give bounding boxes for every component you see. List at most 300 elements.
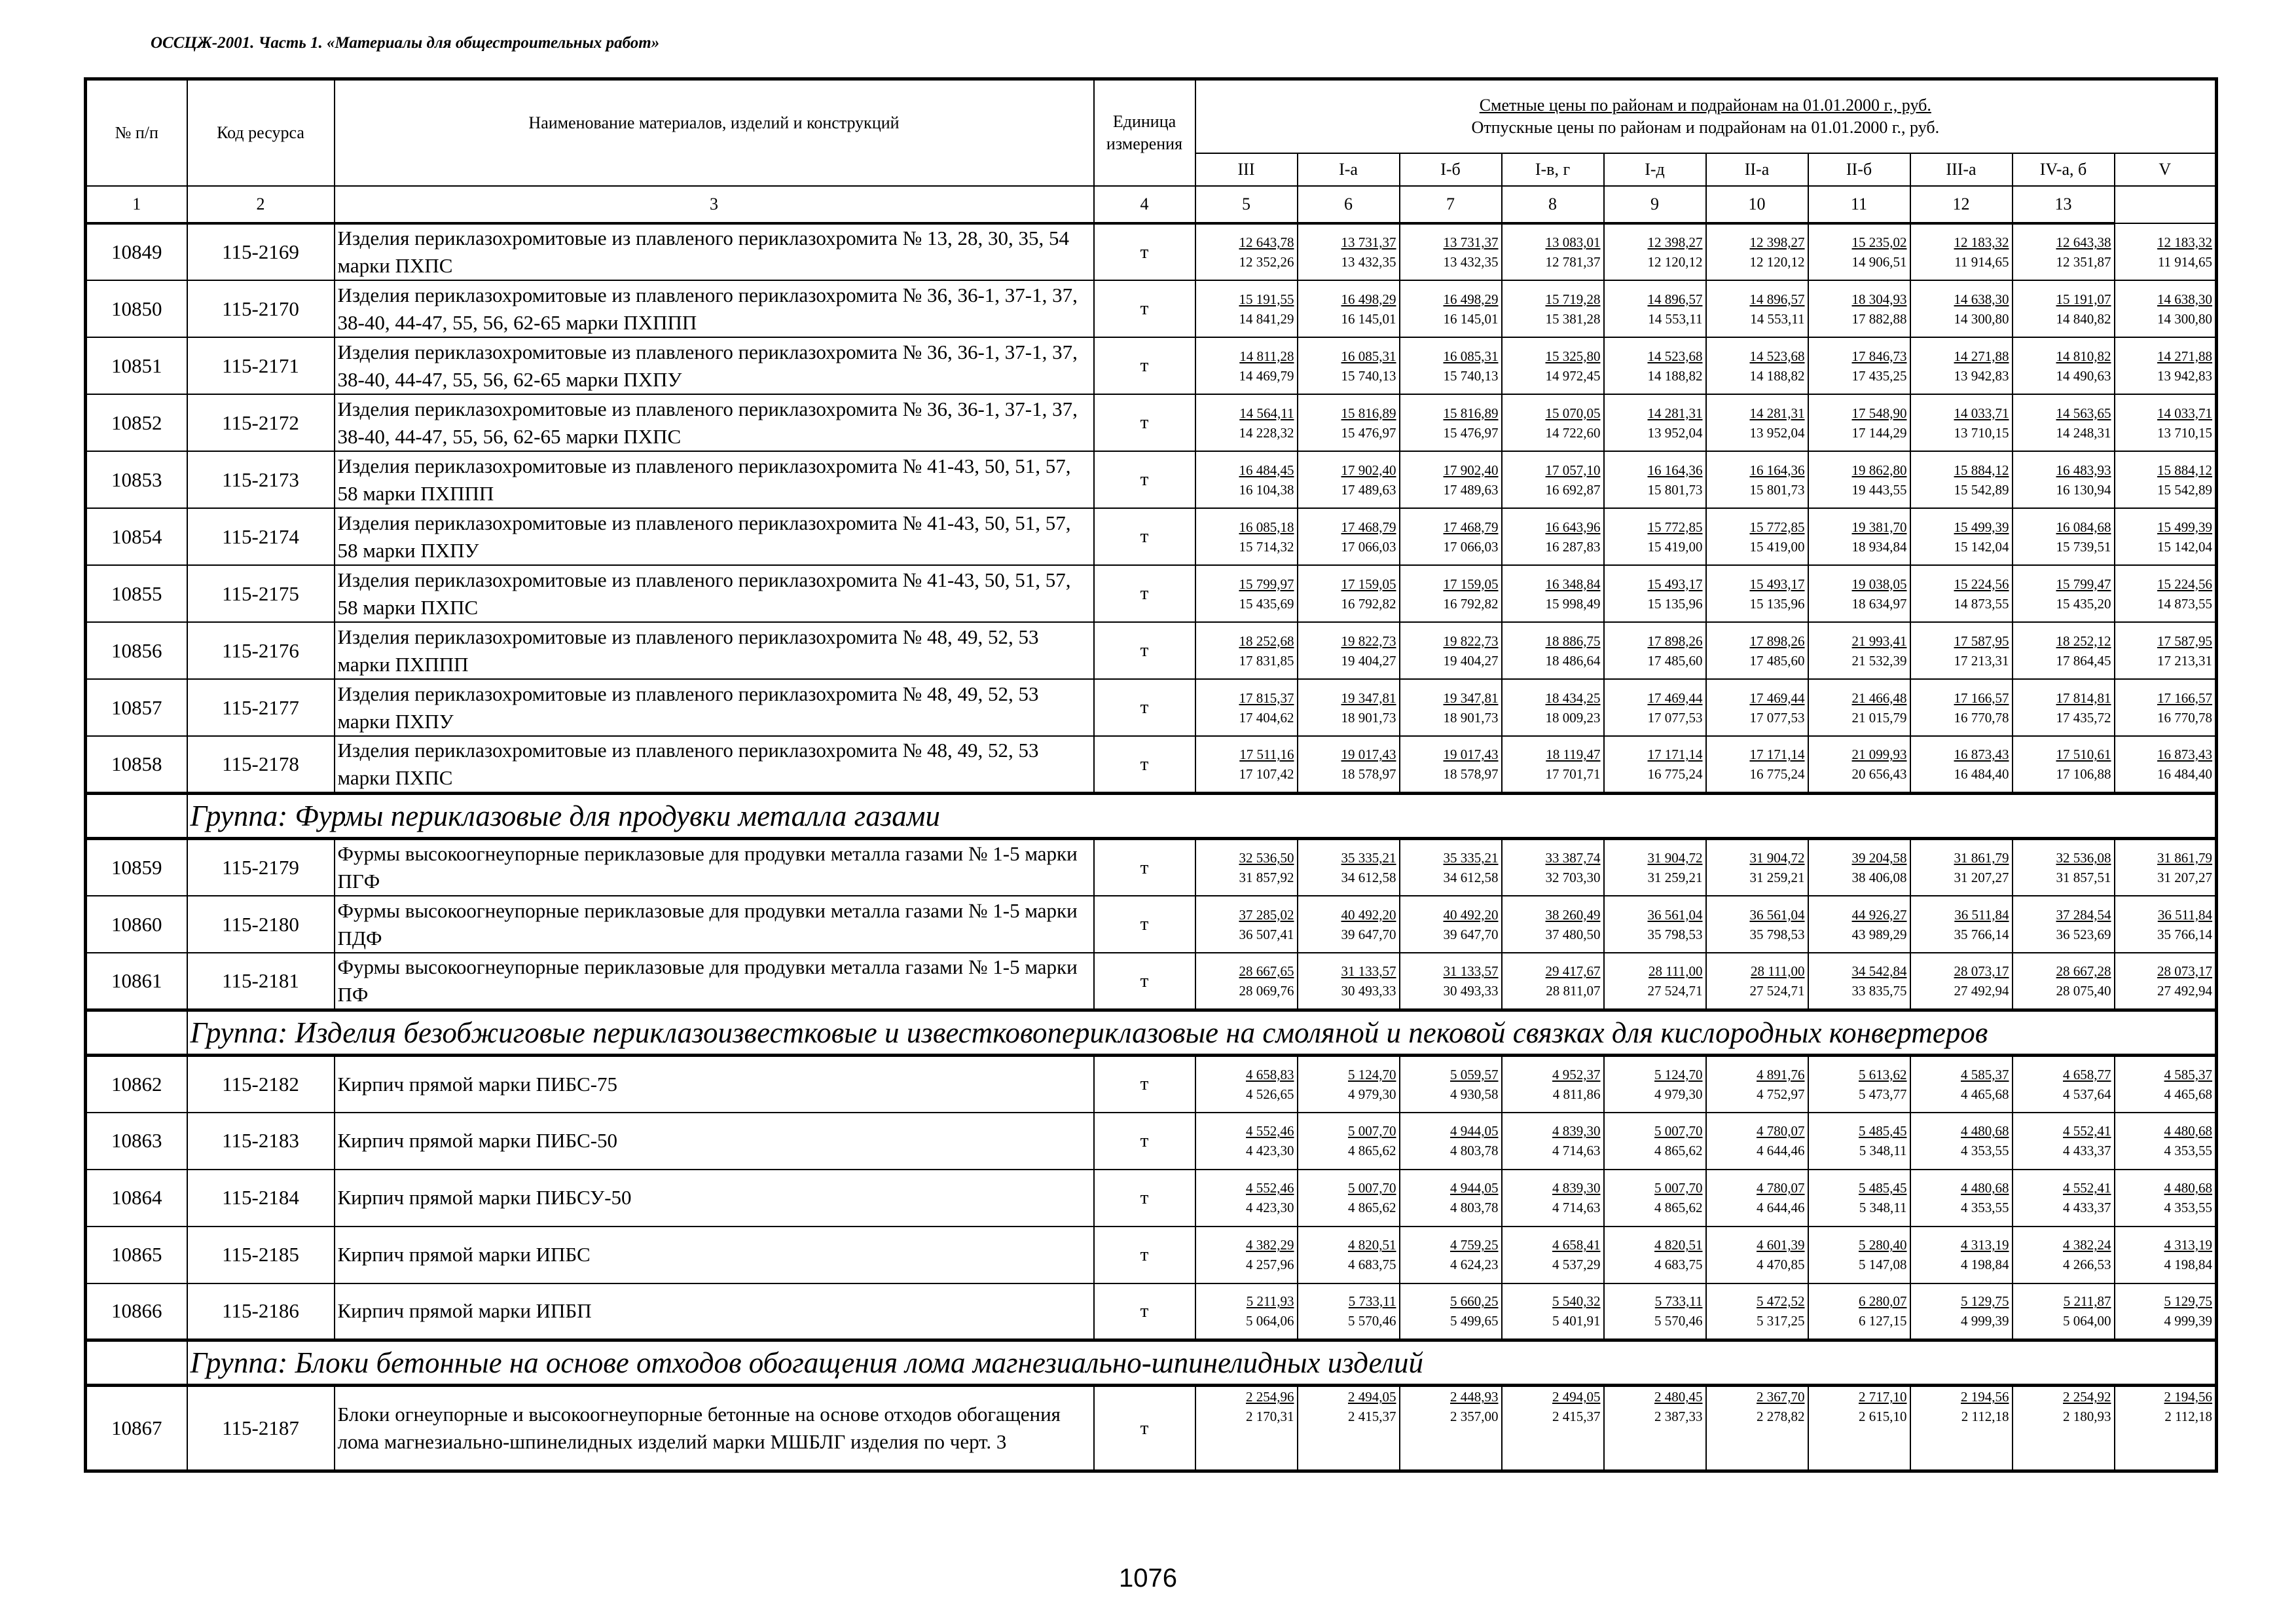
release-price: 17 066,03	[1341, 538, 1396, 555]
resource-code: 115-2179	[187, 839, 335, 896]
price-cell	[1706, 1227, 1808, 1283]
resource-code: 115-2176	[187, 622, 335, 679]
estimate-price: 19 017,43	[1341, 747, 1396, 762]
price-cell	[1808, 622, 1910, 679]
release-price: 14 248,31	[2056, 424, 2111, 441]
estimate-price: 31 861,79	[1954, 850, 2009, 866]
estimate-price: 15 884,12	[2157, 462, 2213, 478]
estimate-price: 17 898,26	[1749, 633, 1805, 649]
release-price: 15 998,49	[1545, 595, 1601, 612]
release-price: 17 106,88	[2056, 766, 2111, 782]
release-price: 21 532,39	[1851, 652, 1907, 669]
release-price: 16 792,82	[1341, 595, 1396, 612]
release-price: 37 480,50	[1545, 926, 1601, 942]
material-name: Фурмы высокоогнеупорные периклазовые для продувки металла газами № 1-5 марки ПФ	[335, 953, 1094, 1010]
region-header: I-б	[1400, 153, 1502, 186]
price-cell	[1195, 622, 1298, 679]
unit-cell: т	[1094, 1386, 1195, 1471]
release-price: 13 710,15	[1954, 424, 2009, 441]
price-cell	[1195, 1386, 1298, 1471]
row-number: 10850	[86, 280, 187, 337]
price-cell	[1298, 736, 1400, 794]
table-row	[86, 394, 2217, 451]
row-number: 10853	[86, 451, 187, 508]
release-price: 15 435,20	[2056, 595, 2111, 612]
price-cell	[1298, 1113, 1400, 1170]
estimate-price: 14 811,28	[1239, 348, 1294, 364]
header-row	[86, 79, 2217, 154]
price-cell	[1910, 337, 2013, 394]
price-cell	[1400, 337, 1502, 394]
estimate-price: 36 561,04	[1647, 906, 1703, 923]
release-price: 4 644,46	[1757, 1200, 1805, 1215]
release-price: 31 259,21	[1749, 870, 1805, 885]
estimate-price: 14 564,11	[1239, 405, 1294, 421]
price-cell	[2115, 1283, 2217, 1340]
unit-cell: т	[1094, 622, 1195, 679]
release-price: 35 798,53	[1647, 926, 1703, 942]
price-cell	[2013, 280, 2115, 337]
price-cell	[1400, 679, 1502, 736]
estimate-price: 4 382,24	[2063, 1237, 2111, 1253]
price-cell	[1195, 1170, 1298, 1227]
resource-code: 115-2187	[187, 1386, 335, 1471]
price-cell	[1604, 736, 1706, 794]
price-cell	[1910, 451, 2013, 508]
column-number-row	[86, 186, 2217, 223]
resource-code: 115-2173	[187, 451, 335, 508]
release-price: 15 739,51	[2056, 538, 2111, 555]
release-price: 17 485,60	[1647, 652, 1703, 669]
price-cell	[2115, 337, 2217, 394]
price-cell	[2115, 953, 2217, 1010]
estimate-price: 19 862,80	[1851, 462, 1907, 478]
col-header-name: Наименование материалов, изделий и конструкций	[335, 79, 1094, 187]
release-price: 5 064,00	[2063, 1313, 2111, 1329]
price-cell	[1400, 622, 1502, 679]
release-price: 2 387,33	[1654, 1409, 1703, 1424]
price-cell	[1195, 280, 1298, 337]
release-price: 18 578,97	[1341, 766, 1396, 782]
estimate-price: 35 335,21	[1341, 850, 1396, 866]
estimate-price: 14 896,57	[1749, 291, 1805, 307]
row-number: 10861	[86, 953, 187, 1010]
estimate-price: 19 017,43	[1443, 747, 1499, 762]
group-header-row	[86, 1340, 2217, 1386]
resource-code: 115-2174	[187, 508, 335, 565]
unit-cell: т	[1094, 896, 1195, 953]
unit-cell: т	[1094, 451, 1195, 508]
estimate-price: 5 007,70	[1654, 1180, 1703, 1196]
price-cell	[1400, 1113, 1502, 1170]
price-cell	[1400, 839, 1502, 896]
estimate-price: 14 896,57	[1647, 291, 1703, 307]
release-price: 17 213,31	[1954, 652, 2009, 669]
estimate-price: 5 733,11	[1348, 1293, 1396, 1310]
release-price: 15 542,89	[1954, 481, 2009, 498]
release-price: 14 228,32	[1239, 424, 1294, 441]
estimate-price: 17 468,79	[1443, 519, 1499, 535]
resource-code: 115-2175	[187, 565, 335, 622]
estimate-price: 4 891,76	[1757, 1066, 1805, 1082]
table-row	[86, 736, 2217, 794]
price-cell	[1400, 394, 1502, 451]
estimate-price: 4 313,19	[2164, 1237, 2213, 1253]
release-price: 14 722,60	[1545, 424, 1601, 441]
estimate-price: 19 038,05	[1851, 576, 1907, 592]
price-cell	[1502, 394, 1604, 451]
release-price: 5 570,46	[1654, 1313, 1703, 1329]
table-row	[86, 451, 2217, 508]
row-number: 10856	[86, 622, 187, 679]
estimate-price: 5 129,75	[2164, 1293, 2213, 1310]
release-price: 17 831,85	[1239, 652, 1294, 669]
price-cell	[1604, 679, 1706, 736]
release-price: 18 009,23	[1545, 709, 1601, 726]
col-header-code: Код ресурса	[187, 79, 335, 187]
release-price: 4 423,30	[1246, 1200, 1294, 1215]
price-cell	[2013, 953, 2115, 1010]
estimate-price: 17 171,14	[1647, 747, 1703, 762]
release-price: 4 979,30	[1654, 1086, 1703, 1102]
price-cell	[2013, 565, 2115, 622]
estimate-price: 12 183,32	[1954, 234, 2009, 250]
estimate-price: 31 133,57	[1341, 963, 1396, 979]
estimate-price: 39 204,58	[1851, 850, 1907, 866]
estimate-price: 15 191,55	[1239, 291, 1294, 307]
release-price: 16 792,82	[1443, 595, 1499, 612]
price-cell	[1604, 337, 1706, 394]
region-header: V	[2115, 153, 2217, 186]
price-cell	[1400, 1170, 1502, 1227]
region-header: IV-а, б	[2013, 153, 2115, 186]
table-row	[86, 337, 2217, 394]
material-name: Фурмы высокоогнеупорные периклазовые для продувки металла газами № 1-5 марки ПДФ	[335, 896, 1094, 953]
price-cell	[1502, 839, 1604, 896]
price-cell	[1604, 451, 1706, 508]
estimate-price: 18 119,47	[1546, 747, 1601, 762]
unit-cell: т	[1094, 223, 1195, 280]
estimate-price: 15 499,39	[2157, 519, 2213, 535]
unit-cell: т	[1094, 280, 1195, 337]
release-price: 4 433,37	[2063, 1200, 2111, 1215]
resource-code: 115-2184	[187, 1170, 335, 1227]
region-header: II-а	[1706, 153, 1808, 186]
estimate-price: 34 542,84	[1851, 963, 1907, 979]
price-cell	[1298, 394, 1400, 451]
row-number: 10852	[86, 394, 187, 451]
column-number: 11	[1808, 186, 1910, 223]
release-price: 30 493,33	[1443, 983, 1499, 999]
release-price: 12 120,12	[1647, 254, 1703, 270]
region-header: II-б	[1808, 153, 1910, 186]
price-cell	[1400, 1283, 1502, 1340]
price-cell	[2115, 736, 2217, 794]
estimate-price: 4 552,41	[2063, 1180, 2111, 1196]
resource-code: 115-2178	[187, 736, 335, 794]
release-price: 16 130,94	[2056, 481, 2111, 498]
estimate-price: 5 124,70	[1348, 1066, 1396, 1082]
estimate-price: 12 398,27	[1647, 234, 1703, 250]
price-cell	[1604, 1227, 1706, 1283]
material-name: Изделия периклазохромитовые из плавленого периклазохромита № 48, 49, 52, 53 марки ПХППП	[335, 622, 1094, 679]
price-cell	[2115, 1227, 2217, 1283]
group-title: Группа: Изделия безобжиговые периклазоизвестковые и известковопериклазовые на смоляной и пековой связках для кислородных конвертеров	[187, 1010, 2217, 1056]
release-price: 39 647,70	[1443, 926, 1499, 942]
unit-cell: т	[1094, 679, 1195, 736]
resource-code: 115-2182	[187, 1056, 335, 1113]
table-row	[86, 679, 2217, 736]
price-cell	[1400, 280, 1502, 337]
estimate-price: 2 254,96	[1246, 1389, 1294, 1405]
unit-cell: т	[1094, 736, 1195, 794]
estimate-price: 16 085,31	[1443, 348, 1499, 364]
estimate-price: 17 511,16	[1239, 747, 1294, 762]
material-name: Изделия периклазохромитовые из плавленого периклазохромита № 48, 49, 52, 53 марки ПХПУ	[335, 679, 1094, 736]
price-cell	[2115, 839, 2217, 896]
resource-code: 115-2180	[187, 896, 335, 953]
release-price: 4 470,85	[1757, 1257, 1805, 1272]
material-name: Изделия периклазохромитовые из плавленого периклазохромита № 36, 36-1, 37-1, 37, 38-40, 44-47, 55, 56, 62-65 марки ПХПС	[335, 394, 1094, 451]
estimate-price: 16 085,31	[1341, 348, 1396, 364]
table-row	[86, 1113, 2217, 1170]
release-price: 38 406,08	[1851, 870, 1907, 885]
estimate-price: 4 944,05	[1450, 1123, 1499, 1139]
estimate-price: 14 033,71	[1954, 405, 2009, 421]
release-price: 4 683,75	[1348, 1257, 1396, 1272]
price-cell	[1706, 839, 1808, 896]
row-number: 10860	[86, 896, 187, 953]
release-price: 16 692,87	[1545, 481, 1601, 498]
release-price: 14 840,82	[2056, 310, 2111, 327]
estimate-price: 2 717,10	[1859, 1389, 1907, 1405]
resource-code: 115-2186	[187, 1283, 335, 1340]
estimate-price: 16 084,68	[2056, 519, 2111, 535]
estimate-price: 40 492,20	[1341, 906, 1396, 923]
price-cell	[1502, 1386, 1604, 1471]
unit-cell: т	[1094, 953, 1195, 1010]
price-cell	[2115, 1170, 2217, 1227]
group-header-row	[86, 794, 2217, 839]
estimate-price: 4 585,37	[1961, 1066, 2009, 1082]
release-price: 17 144,29	[1851, 424, 1907, 441]
release-price: 31 857,92	[1239, 870, 1294, 885]
price-cell	[1706, 394, 1808, 451]
table-row	[86, 508, 2217, 565]
prices-release-label: Отпускные цены по районам и подрайонам на 01.01.2000 г., руб.	[1471, 118, 1940, 137]
price-cell	[2013, 1056, 2115, 1113]
estimate-price: 36 511,84	[1954, 906, 2009, 923]
release-price: 15 740,13	[1443, 367, 1499, 384]
estimate-price: 21 466,48	[1851, 690, 1907, 706]
region-header: I-д	[1604, 153, 1706, 186]
estimate-price: 15 224,56	[2157, 576, 2213, 592]
material-name: Кирпич прямой марки ПИБСУ-50	[335, 1170, 1094, 1227]
release-price: 21 015,79	[1851, 709, 1907, 726]
price-cell	[1910, 679, 2013, 736]
price-cell	[1910, 508, 2013, 565]
release-price: 11 914,65	[1954, 254, 2009, 270]
release-price: 4 198,84	[1961, 1257, 2009, 1272]
price-cell	[1604, 223, 1706, 280]
price-cell	[1195, 896, 1298, 953]
material-name: Блоки огнеупорные и высокоогнеупорные бетонные на основе отходов обогащения лома магнезиально-шпинелидных изделий марки МШБЛГ изделия по черт. 3	[335, 1386, 1094, 1471]
estimate-price: 28 667,28	[2056, 963, 2111, 979]
price-cell	[1808, 394, 1910, 451]
resource-code: 115-2170	[187, 280, 335, 337]
estimate-price: 15 224,56	[1954, 576, 2009, 592]
price-cell	[2013, 679, 2115, 736]
price-cell	[1604, 1170, 1706, 1227]
price-cell	[1604, 1386, 1706, 1471]
estimate-price: 5 485,45	[1859, 1180, 1907, 1196]
price-cell	[2115, 896, 2217, 953]
table-row	[86, 622, 2217, 679]
release-price: 16 287,83	[1545, 538, 1601, 555]
price-cell	[1502, 1283, 1604, 1340]
row-number: 10857	[86, 679, 187, 736]
estimate-price: 19 347,81	[1443, 690, 1499, 706]
price-cell	[1298, 280, 1400, 337]
release-price: 4 465,68	[1961, 1086, 2009, 1102]
price-cell	[1706, 622, 1808, 679]
price-cell	[1706, 896, 1808, 953]
price-cell	[1298, 896, 1400, 953]
estimate-price: 4 382,29	[1246, 1237, 1294, 1253]
price-cell	[1910, 223, 2013, 280]
price-cell	[1910, 394, 2013, 451]
release-price: 4 999,39	[2164, 1313, 2213, 1329]
price-cell	[2115, 565, 2217, 622]
price-cell	[1808, 679, 1910, 736]
release-price: 4 683,75	[1654, 1257, 1703, 1272]
release-price: 4 979,30	[1348, 1086, 1396, 1102]
material-name: Изделия периклазохромитовые из плавленого периклазохромита № 36, 36-1, 37-1, 37, 38-40, 44-47, 55, 56, 62-65 марки ПХППП	[335, 280, 1094, 337]
price-cell	[1706, 1170, 1808, 1227]
column-number: 3	[335, 186, 1094, 223]
price-cell	[1604, 953, 1706, 1010]
estimate-price: 14 523,68	[1647, 348, 1703, 364]
resource-code: 115-2185	[187, 1227, 335, 1283]
price-cell	[1808, 565, 1910, 622]
estimate-price: 18 434,25	[1545, 690, 1601, 706]
estimate-price: 15 816,89	[1443, 405, 1499, 421]
estimate-price: 15 493,17	[1749, 576, 1805, 592]
estimate-price: 2 494,05	[1552, 1389, 1601, 1405]
estimate-price: 13 083,01	[1545, 234, 1601, 250]
estimate-price: 12 398,27	[1749, 234, 1805, 250]
price-cell	[1910, 1056, 2013, 1113]
release-price: 14 553,11	[1750, 310, 1805, 327]
release-price: 5 570,46	[1348, 1313, 1396, 1329]
release-price: 4 865,62	[1348, 1200, 1396, 1215]
release-price: 4 752,97	[1757, 1086, 1805, 1102]
release-price: 2 170,31	[1246, 1409, 1294, 1424]
price-cell	[2013, 896, 2115, 953]
estimate-price: 21 993,41	[1851, 633, 1907, 649]
release-price: 14 873,55	[1954, 595, 2009, 612]
price-cell	[2013, 1170, 2115, 1227]
release-price: 15 476,97	[1443, 424, 1499, 441]
release-price: 16 770,78	[2157, 709, 2213, 726]
release-price: 15 435,69	[1239, 595, 1294, 612]
price-cell	[1298, 839, 1400, 896]
estimate-price: 31 904,72	[1647, 850, 1703, 866]
estimate-price: 14 638,30	[1954, 291, 2009, 307]
estimate-price: 5 007,70	[1654, 1123, 1703, 1139]
release-price: 2 415,37	[1348, 1409, 1396, 1424]
release-price: 35 798,53	[1749, 926, 1805, 942]
estimate-price: 2 367,70	[1757, 1389, 1805, 1405]
estimate-price: 16 348,84	[1545, 576, 1601, 592]
unit-cell: т	[1094, 394, 1195, 451]
estimate-price: 5 613,62	[1859, 1066, 1907, 1082]
release-price: 27 492,94	[1954, 983, 2009, 999]
price-cell	[1298, 1170, 1400, 1227]
price-cell	[1298, 622, 1400, 679]
price-cell	[1808, 953, 1910, 1010]
region-header: I-а	[1298, 153, 1400, 186]
estimate-price: 17 057,10	[1545, 462, 1601, 478]
release-price: 5 317,25	[1757, 1313, 1805, 1329]
group-header-row	[86, 1010, 2217, 1056]
release-price: 36 523,69	[2056, 926, 2111, 942]
release-price: 4 465,68	[2164, 1086, 2213, 1102]
unit-cell: т	[1094, 1113, 1195, 1170]
price-cell	[1400, 1227, 1502, 1283]
release-price: 17 882,88	[1851, 310, 1907, 327]
release-price: 20 656,43	[1851, 766, 1907, 782]
resource-code: 115-2171	[187, 337, 335, 394]
group-title: Группа: Блоки бетонные на основе отходов обогащения лома магнезиально-шпинелидных изделий	[187, 1340, 2217, 1386]
estimate-price: 4 658,41	[1552, 1237, 1601, 1253]
price-cell	[1400, 1386, 1502, 1471]
row-number: 10866	[86, 1283, 187, 1340]
estimate-price: 5 059,57	[1450, 1066, 1499, 1082]
estimate-price: 18 252,12	[2056, 633, 2111, 649]
release-price: 17 489,63	[1443, 481, 1499, 498]
release-price: 16 484,40	[2157, 766, 2213, 782]
estimate-price: 14 523,68	[1749, 348, 1805, 364]
release-price: 2 357,00	[1450, 1409, 1499, 1424]
release-price: 4 811,86	[1552, 1086, 1601, 1102]
release-price: 36 507,41	[1239, 926, 1294, 942]
estimate-price: 4 839,30	[1552, 1180, 1601, 1196]
resource-code: 115-2169	[187, 223, 335, 280]
estimate-price: 15 191,07	[2056, 291, 2111, 307]
estimate-price: 4 658,83	[1246, 1066, 1294, 1082]
price-cell	[1298, 223, 1400, 280]
price-cell	[1706, 1386, 1808, 1471]
estimate-price: 18 886,75	[1545, 633, 1601, 649]
price-cell	[1604, 565, 1706, 622]
release-price: 4 714,63	[1552, 1200, 1601, 1215]
release-price: 5 401,91	[1552, 1313, 1601, 1329]
estimate-price: 4 952,37	[1552, 1066, 1601, 1082]
price-cell	[1706, 1113, 1808, 1170]
estimate-price: 4 780,07	[1757, 1180, 1805, 1196]
price-cell	[1195, 337, 1298, 394]
price-cell	[1502, 1113, 1604, 1170]
estimate-price: 17 587,95	[1954, 633, 2009, 649]
price-cell	[1298, 1056, 1400, 1113]
price-cell	[1298, 1386, 1400, 1471]
release-price: 15 714,32	[1239, 538, 1294, 555]
material-name: Кирпич прямой марки ИПБС	[335, 1227, 1094, 1283]
material-name: Изделия периклазохромитовые из плавленого периклазохромита № 41-43, 50, 51, 57, 58 марки ПХПУ	[335, 508, 1094, 565]
price-cell	[1298, 1227, 1400, 1283]
release-price: 12 120,12	[1749, 254, 1805, 270]
